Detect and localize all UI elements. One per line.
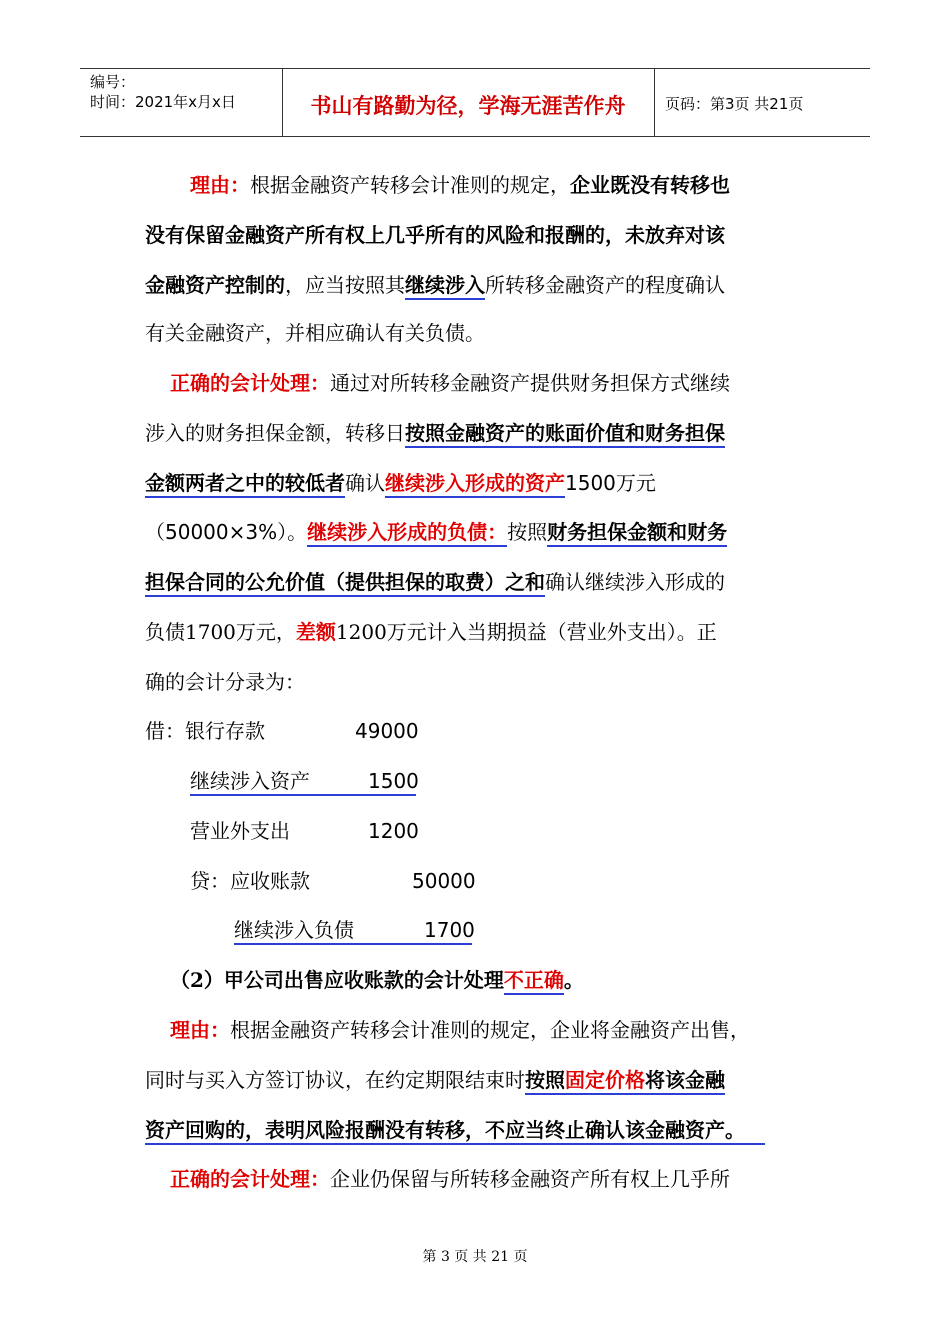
- red-text: 固定价格: [565, 1068, 645, 1092]
- correct-treatment-label: 正确的会计处理：: [170, 371, 330, 395]
- text: 涉入的财务担保金额，转移日: [145, 421, 405, 445]
- text: 所转移金融资产的程度确认: [485, 273, 725, 297]
- page-footer: 第 3 页 共 21 页: [422, 1249, 528, 1265]
- text: 同时与买入方签订协议，在约定期限结束时: [145, 1068, 525, 1092]
- text: 按照: [507, 520, 548, 544]
- bold-text: 企业既没有转移也: [570, 173, 730, 197]
- correct-treatment-label: 正确的会计处理：: [170, 1167, 330, 1191]
- underlined-text: 资产回购的，表明风险报酬没有转移，不应当终止确认该金融资产。: [145, 1118, 765, 1145]
- text: 确认继续涉入形成的: [545, 570, 725, 594]
- p2-line-5: [145, 567, 725, 597]
- bold-text: 按照: [525, 1068, 565, 1092]
- entry-label: 营业外支出: [190, 819, 290, 843]
- entry-continuing-asset: [190, 766, 419, 796]
- p3-line-1: [170, 965, 584, 995]
- p1-line-3: [145, 270, 725, 300]
- reason-label: 理由：: [190, 173, 250, 197]
- entry-nonoperating-expense: [190, 816, 419, 846]
- bold-text: 将该金融: [645, 1068, 725, 1092]
- text: 根据金融资产转移会计准则的规定，: [250, 173, 570, 197]
- p1-line-4: 有关金融资产，并相应确认有关负债。: [145, 321, 485, 345]
- p2-line-6: [145, 617, 717, 647]
- text: （50000×3%）。: [145, 520, 308, 544]
- underlined-red-text: 继续涉入形成的资产: [385, 471, 565, 498]
- text: 1200万元计入当期损益（营业外支出）。正: [335, 620, 717, 644]
- entry-credit-receivable: [190, 866, 476, 896]
- header-page: 页码：第3页 共21页: [665, 95, 804, 113]
- p2-line-1: [170, 368, 730, 398]
- p1-line-1: [190, 170, 730, 200]
- text: 。: [563, 968, 584, 992]
- underlined-text: 按照金融资产的账面价值和财务担保: [405, 421, 725, 448]
- header-number: 编号：: [90, 73, 136, 91]
- underlined-red-text: 继续涉入形成的负债：: [307, 520, 507, 547]
- entry-amount: 50000: [412, 869, 476, 893]
- text: ，应当按照其: [285, 273, 405, 297]
- entry-debit-bank: [145, 716, 419, 746]
- entry-label: 借：银行存款: [145, 719, 265, 743]
- text: 负债1700万元，: [145, 620, 296, 644]
- underlined-text: 金额两者之中的较低者: [145, 471, 345, 498]
- entry-amount: 49000: [355, 719, 419, 743]
- p4-line-2: [145, 1065, 725, 1095]
- underlined-text: 继续涉入: [405, 273, 485, 300]
- p4-line-3: [145, 1115, 765, 1145]
- bold-text: 金融资产控制的: [145, 273, 285, 297]
- entry-label: 继续涉入资产: [190, 769, 310, 793]
- underlined-text: [525, 1068, 725, 1095]
- p5-line-1: [170, 1164, 730, 1194]
- text: （2）甲公司出售应收账款的会计处理: [170, 968, 504, 992]
- header-date: 时间：2021年x月x日: [90, 93, 236, 111]
- header-motto: 书山有路勤为径，学海无涯苦作舟: [310, 93, 626, 118]
- underlined-text: 财务担保金额和财务: [547, 520, 727, 547]
- header-divider-right: [654, 68, 655, 136]
- text: 根据金融资产转移会计准则的规定，企业将金融资产出售，: [230, 1018, 750, 1042]
- p2-line-2: [145, 418, 725, 448]
- entry-amount: 1200: [368, 819, 419, 843]
- underlined-red-text: 不正确: [504, 968, 564, 995]
- header-bottom-line: [80, 136, 870, 137]
- text: 确认: [345, 471, 385, 495]
- p2-line-3: [145, 468, 656, 498]
- header-top-line: [80, 68, 870, 69]
- p2-line-7: 确的会计分录为：: [145, 670, 305, 694]
- p4-line-1: [170, 1015, 750, 1045]
- text: 通过对所转移金融资产提供财务担保方式继续: [330, 371, 730, 395]
- p1-line-2: 没有保留金融资产所有权上几乎所有的风险和报酬的，未放弃对该: [145, 223, 725, 247]
- red-text: 差额: [295, 620, 336, 644]
- reason-label: 理由：: [170, 1018, 230, 1042]
- underlined-text: 担保合同的公允价值（提供担保的取费）之和: [145, 570, 545, 597]
- entry-label: 继续涉入负债: [234, 918, 354, 942]
- text: 企业仍保留与所转移金融资产所有权上几乎所: [330, 1167, 730, 1191]
- entry-amount: 1500: [368, 769, 419, 793]
- entry-label: 贷：应收账款: [190, 869, 310, 893]
- entry-amount: 1700: [424, 918, 475, 942]
- text: 1500万元: [565, 471, 656, 495]
- entry-continuing-liability: [234, 915, 475, 945]
- p2-line-4: [145, 517, 727, 547]
